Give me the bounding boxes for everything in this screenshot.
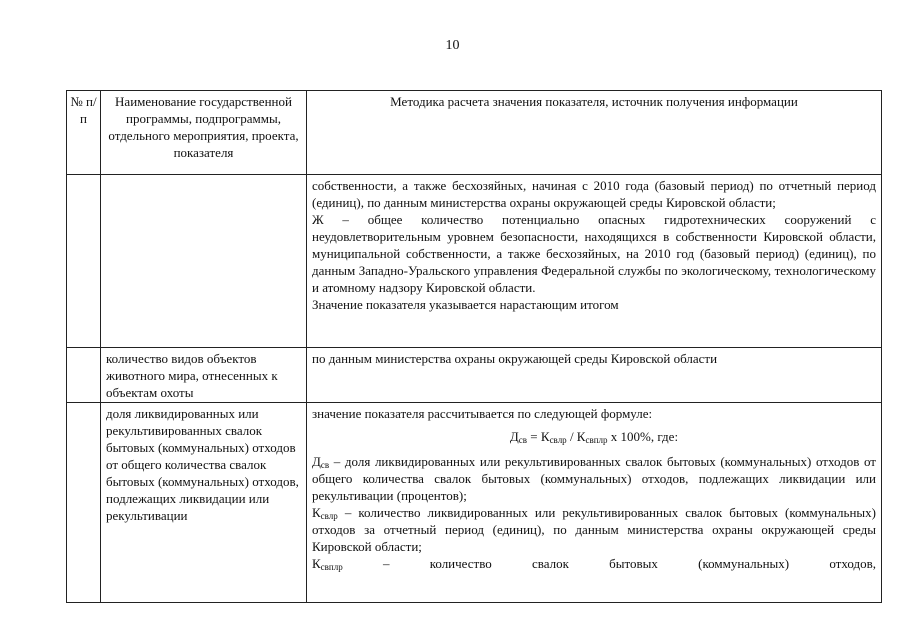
definition-word: отходов, <box>829 556 876 571</box>
definition-word: свалок <box>532 556 569 571</box>
page-number: 10 <box>445 38 460 53</box>
definition: $Д_{св}$ – доля ликвидированных или рекультивированных свалок бытовых (коммунальных) отходов от общего количества свалок бытовых (коммунальных) отходов, подлежащих ликвидации или рекультивации (процентов); <box>312 454 876 503</box>
definition: $К_{свлр}$ – количество ликвидированных или рекультивированных свалок бытовых (коммунальных) отходов за отчетный период (единиц), по данным министерства охраны окружающей среды Кировской области; <box>312 505 876 554</box>
method-text: Значение показателя указывается нарастающим итогом <box>312 297 619 312</box>
indicator-name: доля ликвидированных или рекультивированных свалок бытовых (коммунальных) отходов от общего количества свалок бытовых (коммунальных) отходов, подлежащих ликвидации или рекультивации <box>101 403 307 603</box>
row-number <box>67 175 101 348</box>
method-text: собственности, а также бесхозяйных, начиная с 2010 года (базовый период) по отчетный период (единиц), по данным министерства охраны окружающей среды Кировской области; <box>312 178 876 210</box>
row-number <box>67 403 101 603</box>
table-row <box>67 348 882 403</box>
header-method: Методика расчета значения показателя, источник получения информации <box>307 91 882 175</box>
method-cell <box>307 175 882 348</box>
definition-word: бытовых <box>609 556 658 571</box>
method-cell <box>307 403 882 603</box>
header-name: Наименование государственной программы, подпрограммы, отдельного мероприятия, проекта, показателя <box>101 91 307 175</box>
indicator-table <box>66 90 882 603</box>
formula: $Д_{св} = К_{свлр} / К_{свплр}$ х 100%, где: <box>509 429 679 445</box>
method-text: Ж – общее количество потенциально опасных гидротехнических сооружений с неудовлетворительным уровнем безопасности, находящихся в собственности Кировской области, муниципальной собственности, а также бесхозяйных, на 2010 год (базовый период) (единиц), по данным Западно-Уральского управления Федеральной службы по экологическому, технологическому и атомному надзору Кировской области. <box>312 212 876 295</box>
table-header-row <box>67 91 882 175</box>
header-number: № п/п <box>67 91 101 175</box>
definition-symbol: $К_{свплр}$ <box>312 556 343 572</box>
method-text: по данным министерства охраны окружающей среды Кировской области <box>307 348 882 403</box>
definition-word: (коммунальных) <box>698 556 790 571</box>
indicator-name: количество видов объектов животного мира, отнесенных к объектам охоты <box>101 348 307 403</box>
row-number <box>67 348 101 403</box>
definition-word: – <box>382 556 390 571</box>
table-row <box>67 403 882 603</box>
method-intro: значение показателя рассчитывается по следующей формуле: <box>312 406 653 421</box>
definition-partial <box>312 555 876 572</box>
indicator-name <box>101 175 307 348</box>
definition-word: количество <box>429 556 492 571</box>
table-row <box>67 175 882 348</box>
